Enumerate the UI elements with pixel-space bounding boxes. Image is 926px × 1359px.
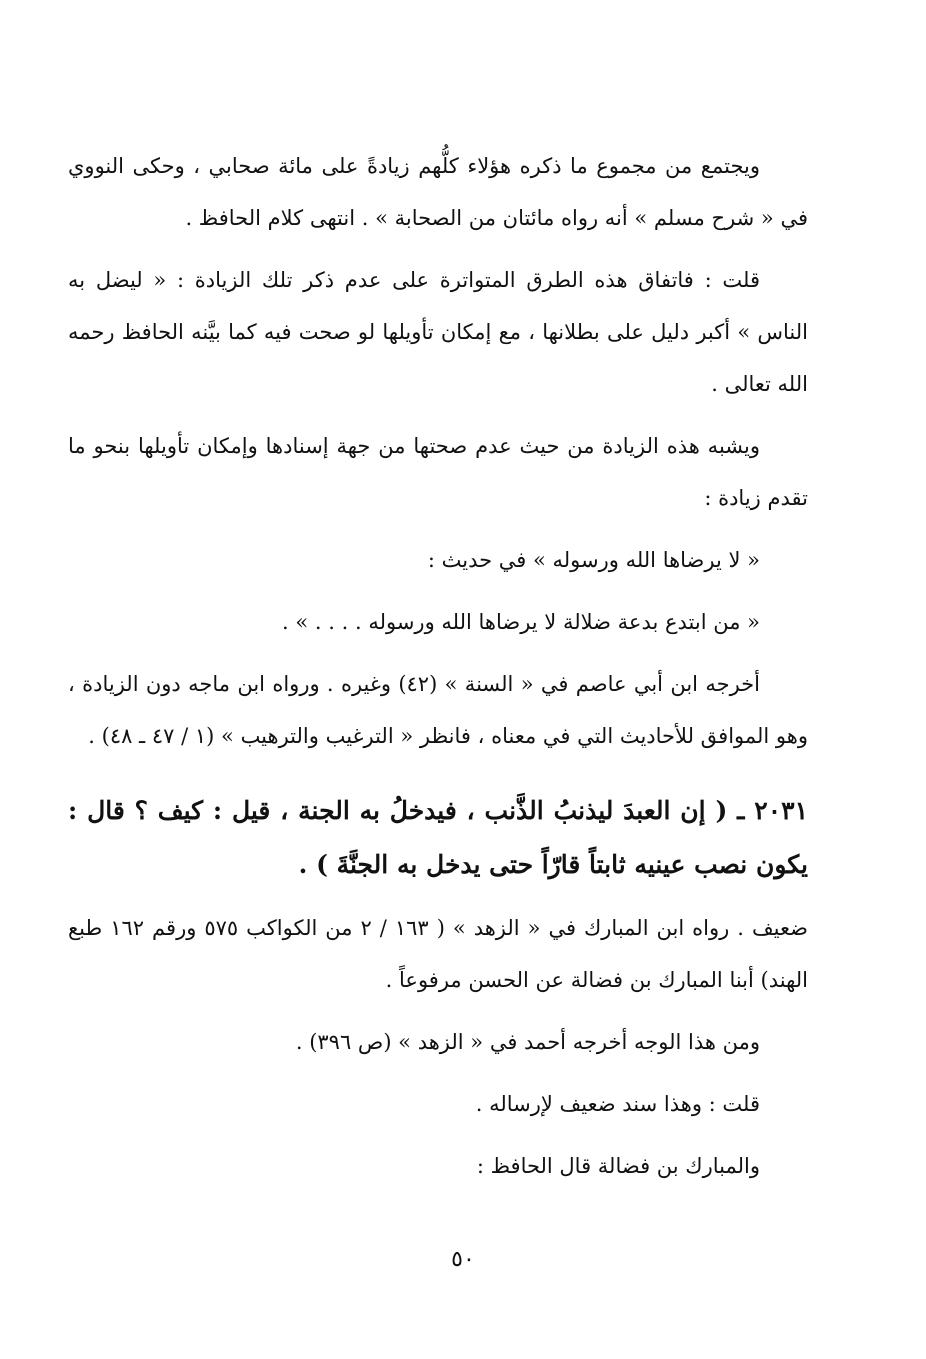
quote-hadith-bidah: « من ابتدع بدعة ضلالة لا يرضاها الله ورسوله . . . . » . (282, 610, 760, 634)
spacer (68, 648, 808, 658)
spacer (68, 524, 808, 534)
commentary-narrator: والمبارك بن فضالة قال الحافظ : (476, 1154, 760, 1178)
paragraph-addition-invalid: قلت : فاتفاق هذه الطرق المتواترة على عدم ذكر تلك الزيادة : « ليضل به الناس » أكبر دليل على بطلانها ، مع إمكان تأويلها لو صحت فيه كما بيَّنه الحافظ رحمه الله تعالى . (68, 268, 808, 396)
spacer (68, 244, 808, 254)
spacer (68, 892, 808, 902)
commentary-ahmad: ومن هذا الوجه أخرجه أحمد في « الزهد » (ص ٣٩٦) . (295, 1030, 760, 1054)
paragraph-companions-count: ويجتمع من مجموع ما ذكره هؤلاء كلُّهم زيادةً على مائة صحابي ، وحكى النووي في « شرح مسلم » أنه رواه مائتان من الصحابة » . انتهى كلام الحافظ . (68, 154, 808, 230)
commentary-grading: ضعيف . رواه ابن المبارك في « الزهد » ( ١٦٣ / ٢ من الكواكب ٥٧٥ ورقم ١٦٢ طبع الهند) أبنا المبارك بن فضالة عن الحسن مرفوعاً . (68, 916, 808, 992)
spacer (68, 1130, 808, 1140)
quote-addition: « لا يرضاها الله ورسوله » في حديث : (427, 548, 760, 572)
commentary-weak-chain: قلت : وهذا سند ضعيف لإرساله . (475, 1092, 760, 1116)
paragraph-similar-addition: ويشبه هذه الزيادة من حيث عدم صحتها من جهة إسنادها وإمكان تأويلها بنحو ما تقدم زيادة : (68, 434, 808, 510)
spacer (68, 410, 808, 420)
paragraph-takhrij: أخرجه ابن أبي عاصم في « السنة » (٤٢) وغيره . ورواه ابن ماجه دون الزيادة ، وهو الموافق للأحاديث التي في معناه ، فانظر « الترغيب والترهيب » (١ / ٤٧ ـ ٤٨) . (68, 672, 808, 748)
spacer (68, 1006, 808, 1016)
page-number: ٥٠ (451, 1247, 475, 1272)
hadith-heading-2031: ٢٠٣١ ـ ( إن العبدَ ليذنبُ الذَّنب ، فيدخلُ به الجنة ، قيل : كيف ؟ قال : يكون نصب عينيه ثابتاً قارّاً حتى يدخل به الجنَّةَ ) . (68, 796, 808, 879)
spacer (68, 1068, 808, 1078)
page-body (68, 140, 808, 1192)
spacer (68, 586, 808, 596)
spacer (68, 762, 808, 784)
